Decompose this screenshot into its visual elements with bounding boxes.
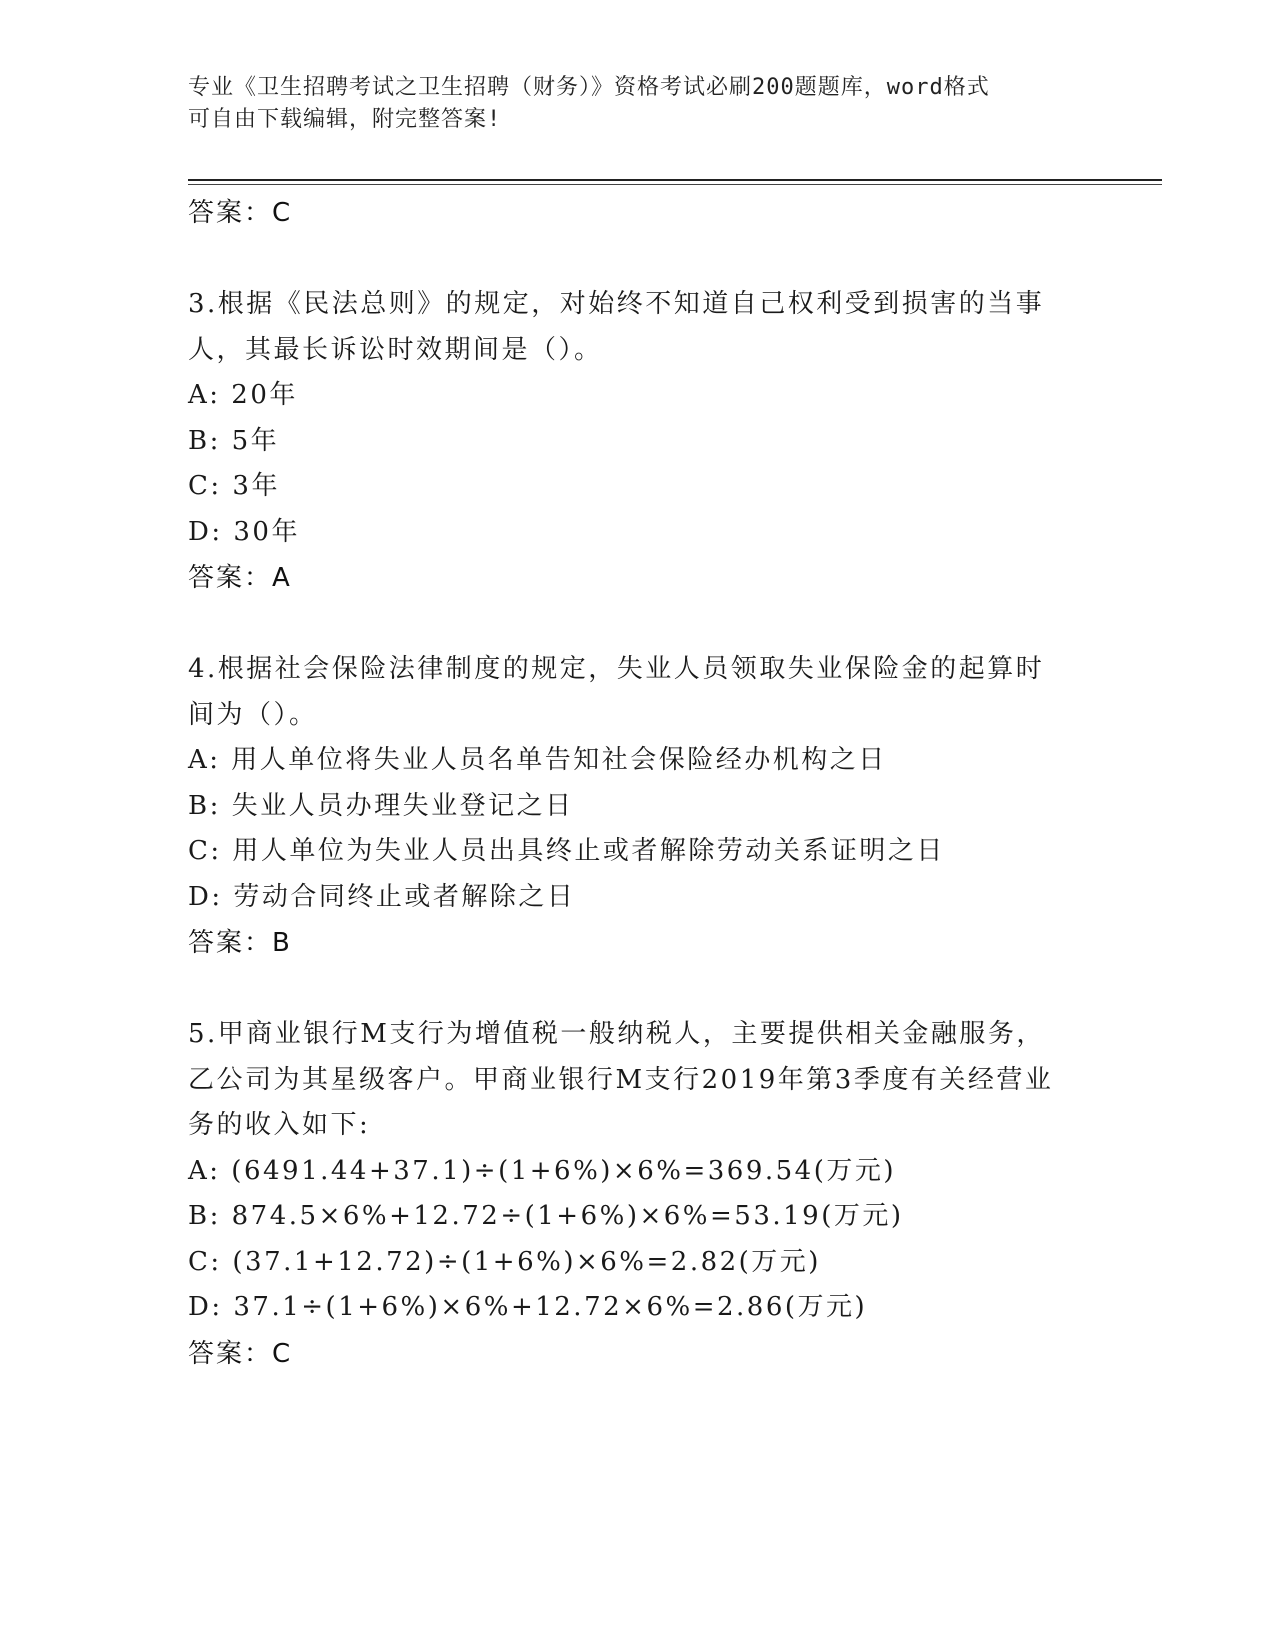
question-text-line: 乙公司为其星级客户。甲商业银行M支行2019年第3季度有关经营业 — [188, 1064, 1054, 1095]
option-d: D: 37.1÷(1+6%)×6%+12.72×6%=2.86(万元) — [188, 1292, 868, 1322]
question-text-line: 间为（）。 — [188, 699, 318, 730]
question-text-line: 5.甲商业银行M支行为增值税一般纳税人，主要提供相关金融服务， — [188, 1019, 1045, 1049]
option-b: B: 5年 — [188, 425, 280, 456]
option-a: A: (6491.44+37.1)÷(1+6%)×6%=369.54(万元) — [188, 1155, 897, 1186]
question-text-line: 4.根据社会保险法律制度的规定，失业人员领取失业保险金的起算时 — [188, 654, 1045, 684]
header-divider-thick — [188, 179, 1162, 181]
option-c: C: 用人单位为失业人员出具终止或者解除劳动关系证明之日 — [188, 836, 945, 866]
option-b: B: 874.5×6%+12.72÷(1+6%)×6%=53.19(万元) — [188, 1201, 904, 1231]
header-line-1: 专业《卫生招聘考试之卫生招聘（财务）》资格考试必刷200题题库，word格式 — [188, 75, 990, 100]
header-divider-thin — [188, 184, 1162, 185]
document-body — [188, 190, 1088, 1377]
question-4 — [188, 647, 1088, 966]
option-a: A: 20年 — [188, 380, 298, 410]
answer-line: 答案：C — [188, 1338, 293, 1369]
option-b: B: 失业人员办理失业登记之日 — [188, 790, 574, 821]
option-a: A: 用人单位将失业人员名单告知社会保险经办机构之日 — [188, 745, 887, 775]
option-c: C: (37.1+12.72)÷(1+6%)×6%=2.82(万元) — [188, 1246, 821, 1277]
option-c: C: 3年 — [188, 471, 280, 501]
question-text-line: 务的收入如下: — [188, 1110, 371, 1140]
option-d: D: 30年 — [188, 516, 300, 547]
header-line-2: 可自由下载编辑，附完整答案! — [188, 107, 502, 132]
question-text-line: 人，其最长诉讼时效期间是（）。 — [188, 334, 603, 365]
answer-line: 答案：C — [188, 198, 293, 228]
question-text-line: 3.根据《民法总则》的规定，对始终不知道自己权利受到损害的当事 — [188, 289, 1045, 319]
answer-line: 答案：A — [188, 563, 292, 593]
question-5 — [188, 1012, 1088, 1377]
answer-line: 答案：B — [188, 928, 292, 958]
document-header — [188, 72, 1088, 136]
question-3 — [188, 282, 1088, 601]
option-d: D: 劳动合同终止或者解除之日 — [188, 881, 576, 912]
